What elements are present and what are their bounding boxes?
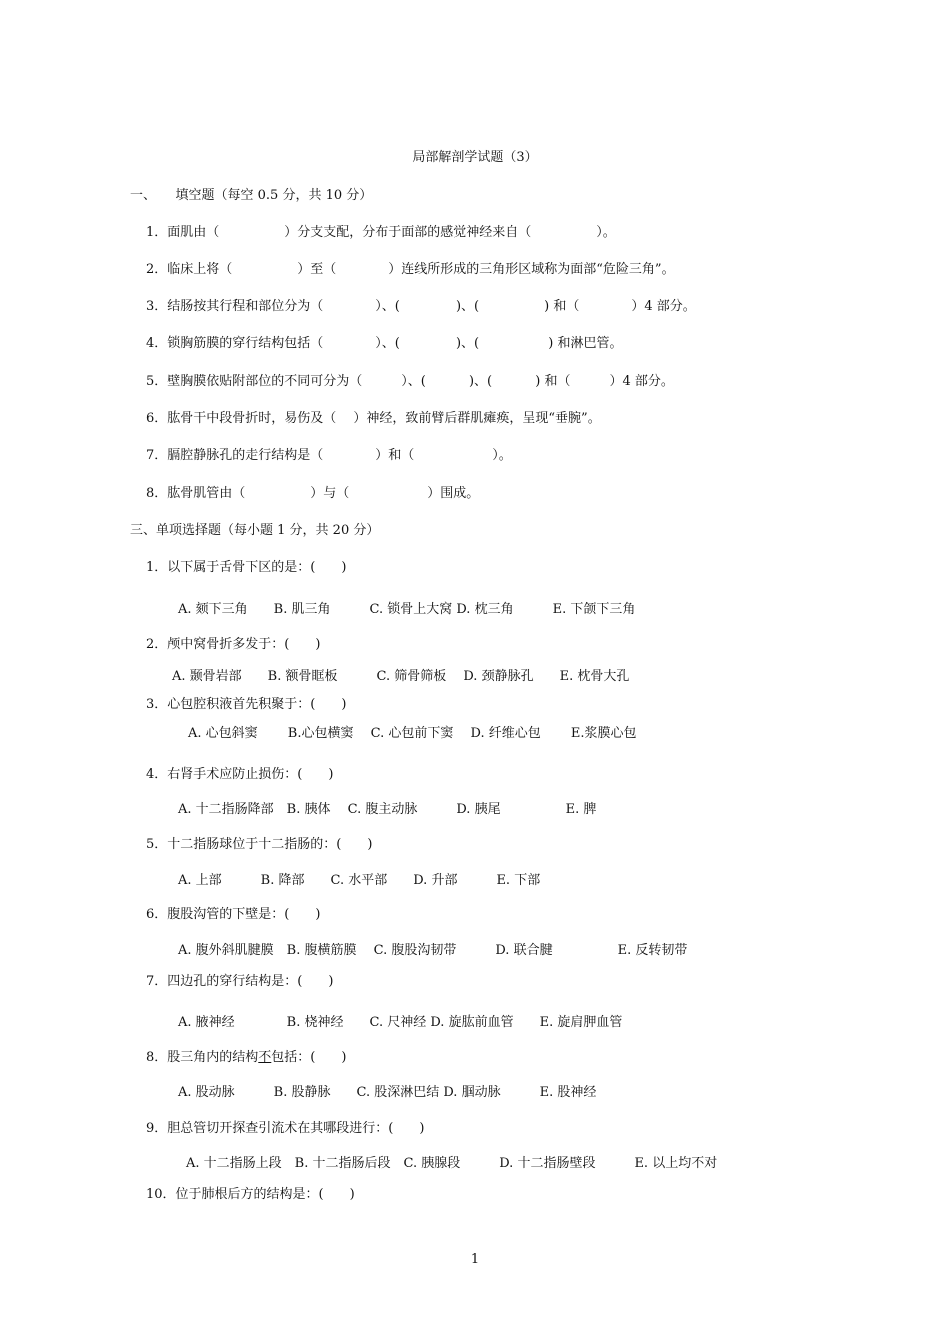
question-5-options: A. 上部 B. 降部 C. 水平部 D. 升部 E. 下部	[178, 873, 541, 888]
question-10: 10．位于肺根后方的结构是：( )	[146, 1187, 355, 1202]
question-2-options: A. 颞骨岩部 B. 额骨眶板 C. 筛骨筛板 D. 颈静脉孔 E. 枕骨大孔	[172, 669, 630, 684]
question-4: 4．右肾手术应防止损伤：( )	[146, 767, 334, 782]
fill-item-1: 1．面肌由（ ）分支支配，分布于面部的感觉神经来自（ ）。	[146, 225, 616, 240]
question-8-text-pre: 8．股三角内的结构	[146, 1050, 259, 1065]
question-7-options: A. 腋神经 B. 桡神经 C. 尺神经 D. 旋肱前血管 E. 旋肩胛血管	[178, 1015, 623, 1030]
fill-item-4: 4．锁胸筋膜的穿行结构包括（ ）、( )、( ) 和淋巴管。	[146, 336, 623, 351]
fill-item-5: 5．壁胸膜依贴附部位的不同可分为（ ）、( )、( ) 和（ ）4 部分。	[146, 374, 674, 389]
question-9: 9．胆总管切开探查引流术在其哪段进行：( )	[146, 1121, 425, 1136]
question-2: 2．颅中窝骨折多发于：( )	[146, 637, 321, 652]
question-5: 5．十二指肠球位于十二指肠的：( )	[146, 837, 373, 852]
question-7: 7．四边孔的穿行结构是：( )	[146, 974, 334, 989]
fill-item-8: 8．肱骨肌管由（ ）与（ ）围成。	[146, 486, 480, 501]
fill-item-3: 3．结肠按其行程和部位分为（ ）、( )、( ) 和（ ）4 部分。	[146, 299, 696, 314]
question-8-underlined: 不	[258, 1050, 272, 1065]
question-6-options: A. 腹外斜肌腱膜 B. 腹横筋膜 C. 腹股沟韧带 D. 联合腱 E. 反转韧带	[178, 943, 688, 958]
section1-heading: 一、 填空题（每空 0.5 分，共 10 分）	[130, 188, 373, 203]
question-3-options: A. 心包斜窦 B.心包横窦 C. 心包前下窦 D. 纤维心包 E.浆膜心包	[188, 726, 637, 741]
fill-item-2: 2．临床上将（ ）至（ ）连线所形成的三角形区域称为面部“危险三角”。	[146, 262, 675, 277]
question-1-options: A. 颏下三角 B. 肌三角 C. 锁骨上大窝 D. 枕三角 E. 下颌下三角	[178, 602, 636, 617]
question-8	[146, 1050, 346, 1066]
question-8-text-post: 包括：( )	[271, 1050, 347, 1065]
question-4-options: A. 十二指肠降部 B. 胰体 C. 腹主动脉 D. 胰尾 E. 脾	[178, 802, 597, 817]
fill-item-7: 7．膈腔静脉孔的走行结构是（ ）和（ ）。	[146, 448, 512, 463]
question-6: 6．腹股沟管的下壁是：( )	[146, 907, 321, 922]
question-8-options: A. 股动脉 B. 股静脉 C. 股深淋巴结 D. 腘动脉 E. 股神经	[178, 1085, 597, 1100]
question-3: 3．心包腔积液首先积聚于：( )	[146, 697, 347, 712]
question-1: 1．以下属于舌骨下区的是：( )	[146, 560, 347, 575]
section3-heading: 三、单项选择题（每小题 1 分，共 20 分）	[130, 523, 380, 538]
page-number: 1	[470, 1252, 480, 1267]
question-9-options: A. 十二指肠上段 B. 十二指肠后段 C. 胰腺段 D. 十二指肠壁段 E. 以上均不对	[186, 1156, 718, 1171]
page-title: 局部解剖学试题（3）	[412, 150, 538, 165]
fill-item-6: 6．肱骨干中段骨折时，易伤及（ ）神经，致前臂后群肌瘫痪，呈现“垂腕”。	[146, 411, 601, 426]
